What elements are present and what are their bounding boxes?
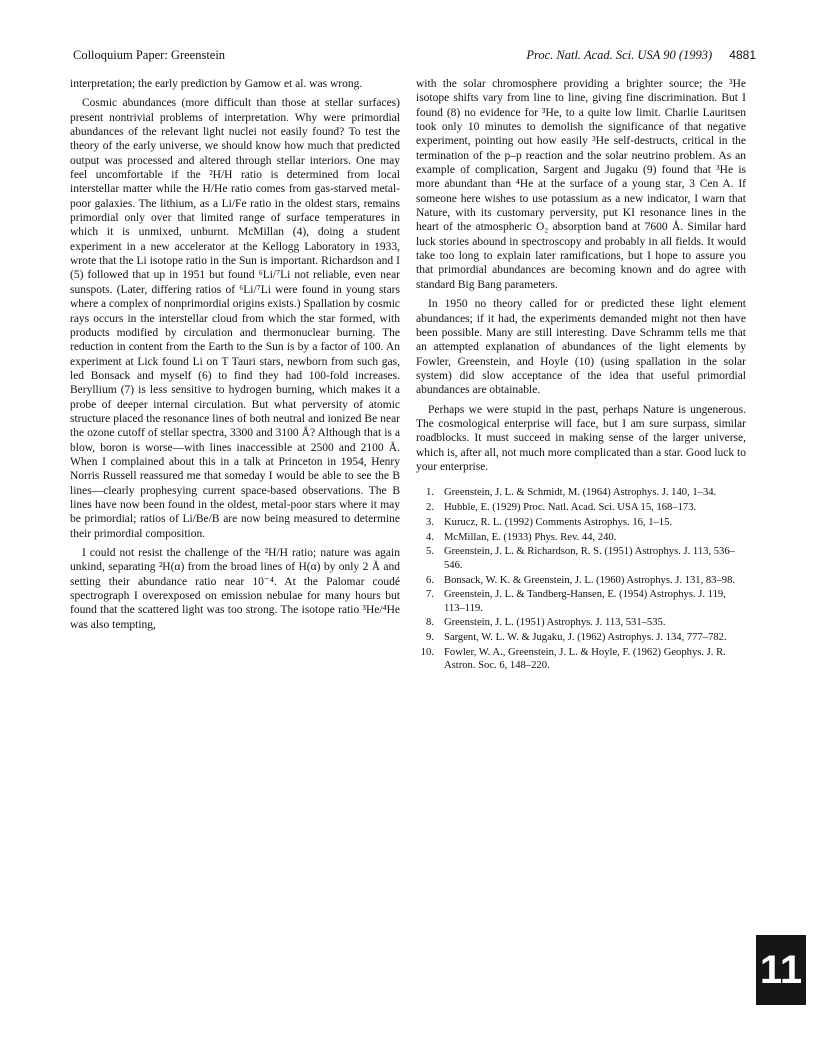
page-number: 4881 bbox=[729, 48, 756, 62]
reference-number: 8. bbox=[426, 617, 434, 629]
reference-number: 1. bbox=[426, 487, 434, 499]
reference-item bbox=[416, 516, 746, 529]
left-column bbox=[70, 77, 400, 632]
paragraph: I could not resist the challenge of the ²H/H ratio; nature was again unkind, separating ²H(α) from the broad lines of H(α) by only 2 Å and setting their abundance ratio near 10⁻⁴. At the Palomar coudé spectrograph I overexposed on emission nebulae for many hours but found that the scattered light was too strong. The isotope ratio ³He/⁴He was also tempting, bbox=[70, 547, 400, 631]
paragraph: In 1950 no theory called for or predicted these light element abundances; if it had, the experiments demanded might not then have been possible. Many are still interesting. Dave Schramm tells me that an attempted explanation of abundances of the light elements by Fowler, Greenstein, and Hoyle (10) (using spallation in the solar system) did slow acceptance of the idea that useful primordial abundances are obtainable. bbox=[416, 298, 746, 397]
reference-text: Bonsack, W. K. & Greenstein, J. L. (1960) Astrophys. J. 131, 83–98. bbox=[444, 574, 736, 586]
reference-number: 10. bbox=[420, 647, 434, 659]
reference-item bbox=[416, 545, 746, 572]
reference-item bbox=[416, 616, 746, 629]
header-journal-block bbox=[526, 48, 756, 63]
reference-item bbox=[416, 501, 746, 514]
reference-number: 6. bbox=[426, 574, 434, 586]
reference-text: Fowler, W. A., Greenstein, J. L. & Hoyle, F. (1962) Geophys. J. R. Astron. Soc. 6, 148–220. bbox=[444, 647, 726, 672]
paragraph: Cosmic abundances (more difficult than those at stellar surfaces) present nontrivial problems of interpretation. Why were primordial abundances of the relevant light nuclei not easily found? To test the theory of the early universe, we should know how much that predicted output was processed and altered through stellar interiors. One may feel uncomfortable if the ²H/H ratio is determined from local interstellar matter while the H/He ratio comes from gas-starved metal-poor galaxies. The lithium, as a Li/Fe ratio in the oldest stars, remains primordial only over that limited range of surface temperatures in which it is unmixed, unburnt. McMillan (4), doing a student experiment in a new accelerator at the Kellogg Laboratory in 1933, wrote that the Li isotope ratio in the Sun is important. Richardson and I (5) followed that up in 1951 but found ⁶Li/⁷Li not reliable, even near sunspots. (Later, differing ratios of ⁶Li/⁷Li were found in young stars where a complex of nonprimordial origins exists.) Spallation by cosmic rays occurs in the interstellar cloud from which the star formed, with products modified by circulation and thermonuclear burning. The reduction in content from the Earth to the Sun is by a factor of 100. An experiment at Lick found Li on T Tauri stars, newborn from such gas, led Bonsack and myself (6) to find they had 100-fold increases. Beryllium (7) is less sensitive to hydrogen burning, which makes it a probe of deeper internal circulation. But what perversity of atomic structure placed the resonance lines of both neutral and ionized Be near the ozone cutoff of stellar spectra, 3300 and 3100 Å? Although that is a blow, boron is worse—with lines inaccessible at 2500 and 2100 Å. When I complained about this in a talk at Princeton in 1954, Henry Norris Russell reassured me that someday I would be able to see the B lines—clearly prophesying current space-based observations. The B lines have now been found in the oldest, metal-poor stars where it may be primordial; ratios of Li/Be/B are now being measured to determine their primordial composition. bbox=[70, 97, 400, 540]
reference-text: Hubble, E. (1929) Proc. Natl. Acad. Sci. USA 15, 168–173. bbox=[444, 502, 697, 514]
reference-number: 3. bbox=[426, 516, 434, 528]
reference-number: 4. bbox=[426, 531, 434, 543]
running-header bbox=[60, 48, 756, 68]
reference-text: Greenstein, J. L. (1951) Astrophys. J. 113, 531–535. bbox=[444, 617, 666, 629]
header-journal: Proc. Natl. Acad. Sci. USA 90 (1993) bbox=[526, 48, 713, 62]
reference-item bbox=[416, 574, 746, 587]
reference-item bbox=[416, 631, 746, 644]
reference-text: Kurucz, R. L. (1992) Comments Astrophys. 16, 1–15. bbox=[444, 516, 673, 528]
reference-text: McMillan, E. (1933) Phys. Rev. 44, 240. bbox=[444, 531, 617, 543]
reference-item bbox=[416, 531, 746, 544]
reference-item bbox=[416, 646, 746, 673]
reference-text: Greenstein, J. L. & Schmidt, M. (1964) Astrophys. J. 140, 1–34. bbox=[444, 487, 717, 499]
paragraph: interpretation; the early prediction by Gamow et al. was wrong. bbox=[70, 78, 363, 90]
reference-number: 2. bbox=[426, 502, 434, 514]
paragraph: with the solar chromosphere providing a brighter source; the ³He isotope shifts vary from line to line, giving fine discrimination. But I found (8) no evidence for ³He, to a quite low limit. Charlie Lauritsen took only 10 minutes to demolish the significance of that negative experiment, pointing out how easily ³He self-destructs, critical in the termination of the p–p reaction and the solar neutrino problem. As an example of complication, Sargent and Jugaku (9) found that ³He is more abundant than ⁴He at the surface of a young star, 3 Cen A. If someone here wishes to use potassium as a new indicator, I warn that Nature, with its customary perversity, put KI resonance lines in the heart of the atmospheric O₂ absorption band at 7600 Å. Similar hard luck stories abound in spectroscopy and probably in all fields. It would take too long to explain later ramifications, but I hope to assure you that primordial abundances are becoming known and do agree with standard Big Bang parameters. bbox=[416, 78, 746, 291]
right-column bbox=[416, 77, 746, 674]
reference-number: 5. bbox=[426, 546, 434, 558]
reference-item bbox=[416, 486, 746, 499]
reference-text: Greenstein, J. L. & Richardson, R. S. (1951) Astrophys. J. 113, 536–546. bbox=[444, 546, 735, 571]
header-section-title: Colloquium Paper: Greenstein bbox=[73, 48, 226, 62]
reference-text: Greenstein, J. L. & Tandberg-Hansen, E. (1954) Astrophys. J. 119, 113–119. bbox=[444, 589, 726, 614]
section-tab bbox=[756, 935, 806, 1005]
reference-item bbox=[416, 588, 746, 615]
section-tab-label: 11 bbox=[759, 947, 803, 992]
reference-list bbox=[416, 486, 746, 672]
reference-number: 7. bbox=[426, 589, 434, 601]
paragraph: Perhaps we were stupid in the past, perhaps Nature is ungenerous. The cosmological enterprise will face, but I am sure surpass, similar roadblocks. It must succeed in making sense of the larger universe, which is, after all, not much more complicated than a star. Good luck to your enterprise. bbox=[416, 403, 746, 473]
reference-text: Sargent, W. L. W. & Jugaku, J. (1962) Astrophys. J. 134, 777–782. bbox=[444, 632, 727, 644]
reference-number: 9. bbox=[426, 632, 434, 644]
